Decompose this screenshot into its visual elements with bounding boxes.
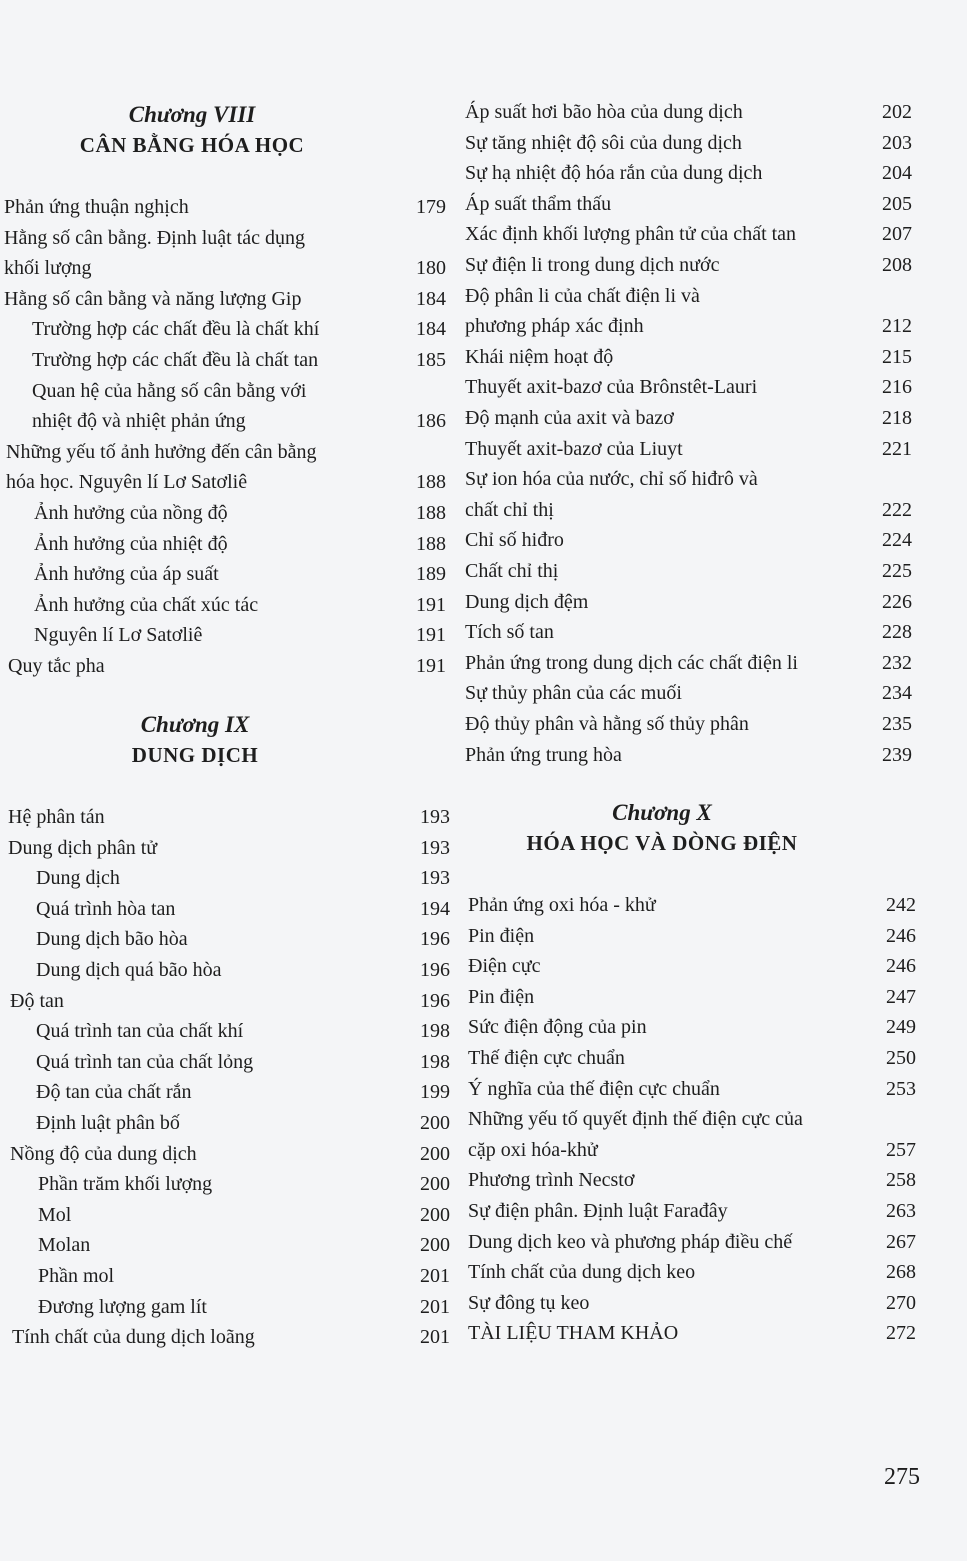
toc-entry xyxy=(0,1292,450,1323)
toc-entry-page: 216 xyxy=(882,376,912,399)
toc-entry-title: Phần trăm khối lượng xyxy=(38,1173,213,1196)
toc-entry-page: 267 xyxy=(886,1230,916,1253)
toc-entry xyxy=(462,250,912,281)
toc-entry-title: Dung dịch keo và phương pháp điều chế xyxy=(468,1230,793,1253)
toc-entry-title: Dung dịch bão hòa xyxy=(36,928,188,951)
toc-entry-title: khối lượng xyxy=(4,257,92,280)
toc-entry-page: 191 xyxy=(416,593,446,616)
toc-entry-title: Dung dịch phân tử xyxy=(8,836,158,859)
toc-entry-page: 191 xyxy=(416,624,446,647)
toc-entry xyxy=(462,464,912,495)
toc-entry-page: 185 xyxy=(416,349,446,371)
toc-entry xyxy=(0,498,446,529)
toc-entry-title: Trường hợp các chất đều là chất tan xyxy=(32,349,319,371)
toc-entry xyxy=(0,223,446,254)
toc-entry-page: 224 xyxy=(882,529,912,552)
toc-entry-title: phương pháp xác định xyxy=(465,315,644,338)
toc-entry-page: 191 xyxy=(416,655,446,677)
toc-entry xyxy=(462,1288,916,1319)
toc-entry-title: Nguyên lí Lơ Satơliê xyxy=(34,624,203,647)
toc-entry xyxy=(0,253,446,284)
toc-entry xyxy=(462,158,912,189)
toc-entry-title: Phản ứng oxi hóa - khử xyxy=(468,894,656,916)
toc-entry-title: Quy tắc pha xyxy=(8,655,105,677)
toc-entry-page: 246 xyxy=(886,924,916,947)
toc-entry xyxy=(462,921,916,952)
toc-entry-page: 201 xyxy=(420,1295,450,1318)
toc-entry-page: 196 xyxy=(420,989,450,1012)
toc-entry-page: 225 xyxy=(882,560,912,582)
toc-entry xyxy=(462,709,912,740)
toc-entry xyxy=(462,648,912,679)
toc-entry xyxy=(0,437,446,468)
toc-entry xyxy=(462,219,912,250)
toc-entry-title: Điện cực xyxy=(468,955,541,978)
toc-entry-page: 193 xyxy=(420,806,450,828)
toc-entry-title: Pin điện xyxy=(468,924,535,947)
toc-entry-page: 239 xyxy=(882,743,912,766)
toc-entry xyxy=(0,529,446,560)
toc-entry-page: 226 xyxy=(882,590,912,613)
toc-entry xyxy=(462,617,912,648)
toc-entry-page: 270 xyxy=(886,1291,916,1314)
toc-entry-page: 188 xyxy=(416,471,446,494)
toc-entry-page: 189 xyxy=(416,563,446,586)
toc-entry xyxy=(462,434,912,465)
toc-entry-page: 179 xyxy=(416,196,446,218)
toc-entry-page: 201 xyxy=(420,1326,450,1349)
toc-entry-title: Độ phân li của chất điện li và xyxy=(465,284,700,307)
toc-entry-title: Những yếu tố ảnh hưởng đến cân bằng xyxy=(6,440,317,463)
toc-entry-title: Những yếu tố quyết định thế điện cực của xyxy=(468,1108,803,1131)
toc-entry-title: Phương trình Necstơ xyxy=(468,1169,635,1192)
toc-entry xyxy=(462,1012,916,1043)
toc-entry xyxy=(462,1043,916,1074)
toc-entry-title: Phản ứng trung hòa xyxy=(465,743,622,766)
toc-entry-page: 188 xyxy=(416,532,446,555)
toc-entry-title: Molan xyxy=(38,1234,91,1257)
toc-entry-title: Ý nghĩa của thế điện cực chuẩn xyxy=(468,1077,720,1100)
toc-entry-page: 235 xyxy=(882,713,912,735)
toc-entry xyxy=(0,1322,450,1353)
toc-entry-title: Áp suất thẩm thấu xyxy=(465,192,612,215)
toc-entry xyxy=(462,495,912,526)
chapter-8-heading xyxy=(0,100,384,160)
toc-entry-title: Đương lượng gam lít xyxy=(38,1295,207,1318)
toc-entry xyxy=(462,311,912,342)
toc-entry-page: 194 xyxy=(420,897,450,920)
toc-entry xyxy=(0,620,446,651)
toc-entry-title: Nồng độ của dung dịch xyxy=(10,1142,197,1165)
toc-entry xyxy=(462,890,916,921)
toc-entry-title: hóa học. Nguyên lí Lơ Satơliê xyxy=(6,471,248,494)
toc-entry-page: 247 xyxy=(886,985,916,1008)
toc-entry-title: Phản ứng trong dung dịch các chất điện li xyxy=(465,651,798,674)
toc-entry xyxy=(462,1227,916,1258)
toc-entry xyxy=(0,863,450,894)
toc-entry xyxy=(0,1169,450,1200)
toc-entry-title: Dung dịch quá bão hòa xyxy=(36,959,222,981)
toc-entry-page: 212 xyxy=(882,315,912,338)
toc-entry xyxy=(462,740,912,771)
toc-entry xyxy=(0,1200,450,1231)
toc-entry-title: Ảnh hưởng của nồng độ xyxy=(34,502,228,524)
toc-entry-page: 202 xyxy=(882,101,912,123)
toc-entry-title: Ảnh hưởng của chất xúc tác xyxy=(34,593,259,616)
toc-entry xyxy=(462,1104,916,1135)
toc-entry-title: Tính chất của dung dịch keo xyxy=(468,1261,696,1284)
toc-entry xyxy=(462,342,912,373)
toc-entry-page: 184 xyxy=(416,287,446,310)
toc-entry-page: 208 xyxy=(882,254,912,276)
toc-entry-title: Xác định khối lượng phân tử của chất tan xyxy=(465,223,797,246)
toc-entry-page: 196 xyxy=(420,928,450,951)
toc-entry-title: Khái niệm hoạt độ xyxy=(465,345,614,368)
chapter-10-heading xyxy=(462,798,862,858)
toc-entry xyxy=(0,192,446,223)
toc-entry xyxy=(462,1135,916,1166)
toc-entry-page: 205 xyxy=(882,192,912,215)
toc-entry xyxy=(462,1257,916,1288)
toc-entry xyxy=(0,314,446,345)
toc-entry-title: Tích số tan xyxy=(465,621,554,644)
toc-entry-page: 200 xyxy=(420,1112,450,1134)
toc-entry-title: cặp oxi hóa-khử xyxy=(468,1138,598,1161)
toc-entry-page: 215 xyxy=(882,345,912,368)
toc-entry-page: 268 xyxy=(886,1261,916,1284)
toc-entry xyxy=(0,986,450,1017)
chapter-8-title: CÂN BẰNG HÓA HỌC xyxy=(79,133,305,157)
toc-entry xyxy=(0,1108,450,1139)
toc-entry-page: 184 xyxy=(416,318,446,341)
toc-entry xyxy=(0,467,446,498)
toc-entry-page: 242 xyxy=(886,894,916,916)
toc-entry-page: 193 xyxy=(420,867,450,890)
toc-entry-page: 249 xyxy=(886,1016,916,1039)
toc-entry xyxy=(462,1074,916,1105)
toc-entry xyxy=(462,556,912,587)
toc-entry-page: 258 xyxy=(886,1169,916,1192)
toc-entry-page: 272 xyxy=(886,1322,916,1345)
toc-entry xyxy=(462,1196,916,1227)
chapter-9-number: Chương IX xyxy=(140,712,250,737)
toc-entry-title: Quá trình tan của chất khí xyxy=(36,1020,244,1043)
toc-entry xyxy=(0,559,446,590)
toc-entry-title: Thuyết axit-bazơ của Liuyt xyxy=(465,437,683,460)
toc-entry-title: Thuyết axit-bazơ của Brônstêt-Lauri xyxy=(465,376,758,399)
toc-entry-page: 200 xyxy=(420,1142,450,1165)
toc-entry-page: 232 xyxy=(882,651,912,674)
toc-entry-title: Trường hợp các chất đều là chất khí xyxy=(32,318,320,341)
toc-entry-title: Chỉ số hiđro xyxy=(465,529,564,552)
toc-entry-title: Thế điện cực chuẩn xyxy=(468,1047,625,1069)
toc-entry xyxy=(0,1139,450,1170)
toc-entry-title: Sự ion hóa của nước, chỉ số hiđrô và xyxy=(465,468,758,491)
toc-entry-title: Sự điện li trong dung dịch nước xyxy=(465,254,720,276)
toc-entry-page: 199 xyxy=(420,1081,450,1104)
toc-entry-page: 218 xyxy=(882,407,912,429)
toc-entry xyxy=(462,97,912,128)
toc-entry-title: nhiệt độ và nhiệt phản ứng xyxy=(32,410,246,433)
toc-entry-page: 250 xyxy=(886,1047,916,1069)
toc-entry xyxy=(462,587,912,618)
toc-entry xyxy=(0,955,450,986)
toc-entry xyxy=(0,345,446,376)
toc-entry-title: Pin điện xyxy=(468,985,535,1008)
toc-entry-page: 193 xyxy=(420,836,450,859)
toc-entry-page: 200 xyxy=(420,1234,450,1257)
toc-entry-page: 203 xyxy=(882,131,912,154)
toc-entry-title: Sự đông tụ keo xyxy=(468,1291,590,1314)
toc-entry xyxy=(0,284,446,315)
toc-entry-page: 204 xyxy=(882,162,912,185)
toc-entry-title: Phản ứng thuận nghịch xyxy=(4,196,189,218)
toc-entry-title: Dung dịch xyxy=(36,867,120,890)
toc-entry-title: Quá trình hòa tan xyxy=(36,897,176,920)
toc-entry-page: 198 xyxy=(420,1050,450,1073)
toc-entry xyxy=(0,376,446,407)
toc-entry xyxy=(462,525,912,556)
toc-entry-page: 263 xyxy=(886,1200,916,1222)
toc-entry-title: Hằng số cân bằng. Định luật tác dụng xyxy=(4,226,306,249)
chapter-8-number: Chương VIII xyxy=(128,102,256,127)
toc-entry xyxy=(462,951,916,982)
toc-entry xyxy=(0,1047,450,1078)
toc-entry xyxy=(0,406,446,437)
toc-entry-title: Độ thủy phân và hằng số thủy phân xyxy=(465,713,749,735)
toc-entry-page: 201 xyxy=(420,1265,450,1287)
toc-entry xyxy=(462,128,912,159)
toc-entry xyxy=(462,678,912,709)
toc-entry-title: Tính chất của dung dịch loãng xyxy=(12,1326,255,1349)
toc-entry xyxy=(462,1318,916,1349)
toc-entry-title: Sự tăng nhiệt độ sôi của dung dịch xyxy=(465,131,742,154)
chapter-10-title: HÓA HỌC VÀ DÒNG ĐIỆN xyxy=(526,831,798,855)
toc-entry xyxy=(462,281,912,312)
toc-entry-page: 207 xyxy=(882,223,912,246)
toc-entry-page: 200 xyxy=(420,1173,450,1196)
toc-entry-page: 246 xyxy=(886,955,916,978)
toc-entry-page: 234 xyxy=(882,682,912,705)
toc-entry-title: Hằng số cân bằng và năng lượng Gip xyxy=(4,287,302,310)
toc-entry-title: Ảnh hưởng của áp suất xyxy=(34,563,219,586)
toc-entry xyxy=(0,651,446,682)
toc-entry-title: Ảnh hưởng của nhiệt độ xyxy=(34,532,228,555)
toc-entry-title: Sự thủy phân của các muối xyxy=(465,682,682,705)
toc-entry-title: Chất chỉ thị xyxy=(465,560,559,582)
toc-entry-page: 221 xyxy=(882,437,912,460)
toc-entry-title: chất chỉ thị xyxy=(465,498,554,521)
toc-entry-title: Sức điện động của pin xyxy=(468,1016,647,1039)
chapter-10-number: Chương X xyxy=(612,800,712,825)
toc-entry-title: Độ tan của chất rắn xyxy=(36,1081,192,1104)
toc-entry xyxy=(0,1016,450,1047)
toc-entry-page: 196 xyxy=(420,959,450,981)
toc-entry xyxy=(462,189,912,220)
toc-entry-page: 253 xyxy=(886,1077,916,1100)
toc-entry-title: Độ mạnh của axit và bazơ xyxy=(465,407,674,429)
toc-entry-page: 257 xyxy=(886,1138,916,1161)
toc-entry xyxy=(462,372,912,403)
toc-entry-title: Áp suất hơi bão hòa của dung dịch xyxy=(465,101,743,123)
toc-entry-page: 188 xyxy=(416,502,446,524)
toc-entry xyxy=(0,1230,450,1261)
chapter-9-heading xyxy=(0,710,390,770)
toc-entry xyxy=(0,802,450,833)
toc-entry-title: Mol xyxy=(38,1203,72,1226)
toc-entry-title: TÀI LIỆU THAM KHẢO xyxy=(468,1322,679,1345)
toc-entry-page: 180 xyxy=(416,257,446,280)
toc-entry-title: Định luật phân bố xyxy=(36,1112,180,1134)
toc-entry-page: 200 xyxy=(420,1203,450,1226)
toc-entry-page: 186 xyxy=(416,410,446,433)
toc-entry-title: Phần mol xyxy=(38,1265,115,1287)
toc-entry xyxy=(462,403,912,434)
toc-entry-page: 228 xyxy=(882,621,912,644)
toc-entry-title: Quá trình tan của chất lỏng xyxy=(36,1050,254,1073)
toc-entry-title: Sự điện phân. Định luật Farađây xyxy=(468,1200,728,1222)
toc-entry-title: Hệ phân tán xyxy=(8,806,105,828)
toc-entry xyxy=(0,1261,450,1292)
chapter-9-title: DUNG DỊCH xyxy=(131,743,259,767)
toc-entry-page: 198 xyxy=(420,1020,450,1043)
toc-entry xyxy=(462,982,916,1013)
toc-entry xyxy=(0,894,450,925)
toc-entry xyxy=(0,833,450,864)
toc-entry xyxy=(0,924,450,955)
toc-entry-title: Quan hệ của hằng số cân bằng với xyxy=(32,379,307,402)
page-number: 275 xyxy=(884,1464,920,1490)
toc-entry-title: Độ tan xyxy=(10,989,64,1012)
toc-entry xyxy=(462,1165,916,1196)
toc-entry xyxy=(0,1077,450,1108)
toc-entry-page: 222 xyxy=(882,498,912,521)
toc-entry xyxy=(0,590,446,621)
toc-entry-title: Sự hạ nhiệt độ hóa rắn của dung dịch xyxy=(465,162,763,185)
toc-entry-title: Dung dịch đệm xyxy=(465,590,589,613)
